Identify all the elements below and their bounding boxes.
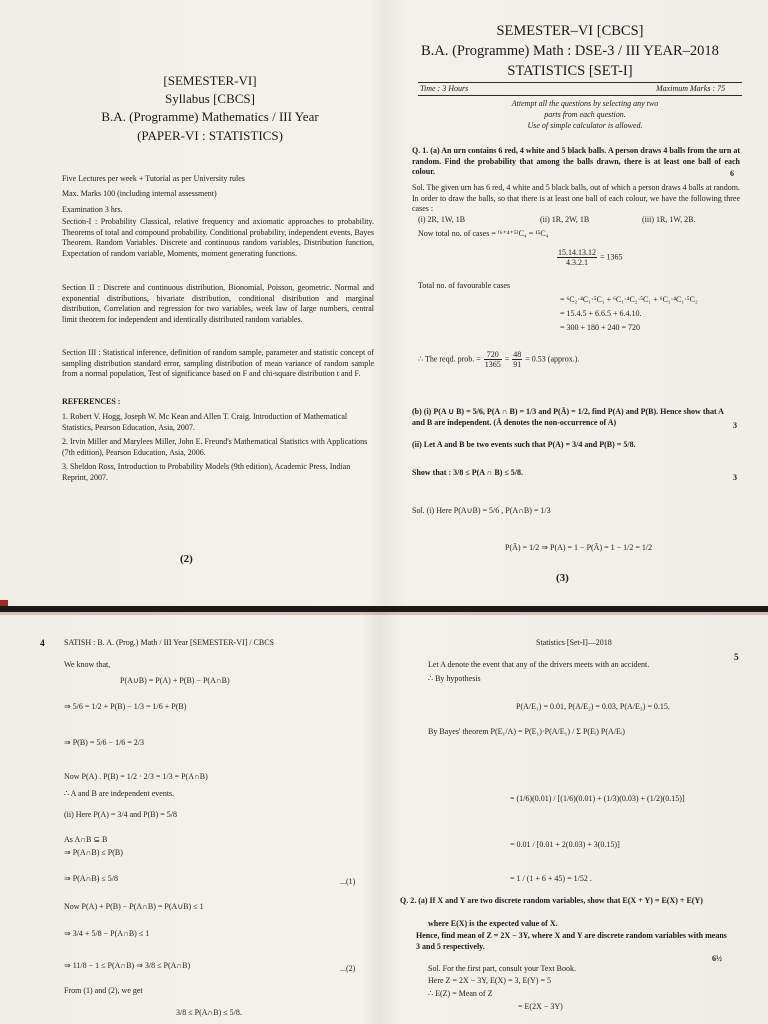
page-number-2: (2) [180, 553, 193, 565]
section-3: Section III : Statistical inference, definition of random sample, parameter and statistic concept of sampling distribution standard error, sampling distribution of mean variance of random sample from a normal population, Test of significance based on F and chi-square distribution t and F. [62, 348, 374, 378]
favourable-label: Total no. of favourable cases [418, 281, 511, 290]
br-line-6: = 0.01 / [0.01 + 2(0.03) + 3(0.15)] [510, 840, 620, 849]
section-2: Section II : Discrete and continuous distribution, Bionomial, Poisson, geometric. Normal and exponential distributions, bivariate distribution, conditional distribution and marginal distribution, Correlation and regression for two variables, week law of large numbers, central limit theorem for independent and identically distributed random variables. [62, 283, 374, 324]
br-line-4: By Bayes' theorem P(E₁/A) = P(E₁)·P(A/E₁) / Σ P(Eᵢ) P(A/Eᵢ) [428, 727, 625, 736]
case-3: (iii) 1R, 1W, 2B. [642, 215, 696, 224]
reference-3: 3. Sheldon Ross, Introduction to Probability Models (9th edition), Academic Press, Indian Reprint, 2007. [62, 462, 351, 482]
solution-2b: P(Ā) = 1/2 ⇒ P(A) = 1 − P(Ā) = 1 − 1/2 = 1/2 [505, 543, 653, 552]
question-1a: Q. 1. (a) An urn contains 6 red, 4 white and 5 black balls. A person draws 4 balls from the urn at random. Find the probability that among the balls drawn, there is at least one ball of each colour. [412, 146, 740, 176]
max-marks-label: Maximum Marks : 75 [656, 84, 726, 93]
probability-result: ∴ The reqd. prob. = $\frac{720}{1365}$ = $\frac{48}{91}$ = 0.53 (approx.). [418, 350, 580, 369]
prob-num-2: 48 [513, 350, 522, 359]
prob-num-1: 720 [484, 350, 502, 360]
question-2a-hence: Hence, find mean of Z = 2X − 3Y, where X and Y are discrete random variables with means 3 and 5 respectively. [416, 931, 727, 951]
references-title: REFERENCES : [62, 397, 121, 406]
favourable-2: = 15.4.5 + 6.6.5 + 6.4.10. [560, 309, 642, 318]
bl-line-11: Now P(A) + P(B) − P(A∩B) = P(A∪B) ≤ 1 [64, 902, 204, 911]
br-line-1: Let A denote the event that any of the drivers meets with an accident. [428, 660, 650, 669]
probability-label: ∴ The reqd. prob. = [418, 354, 481, 364]
total-cases: Now total no. of cases = ⁽⁶⁺⁴⁺⁵⁾C₄ = ¹⁵C₄ [418, 229, 549, 238]
question-2a-marks: 6½ [712, 954, 722, 963]
probability-value: = 0.53 (approx.). [525, 354, 580, 364]
binding-mark-left [0, 600, 8, 606]
syllabus-semester: [SEMESTER-VI] [163, 73, 257, 88]
syllabus-cbcs: Syllabus [CBCS] [165, 91, 255, 106]
lectures-line: Five Lectures per week + Tutorial as per University rules [62, 174, 245, 183]
question-1a-marks: 6 [730, 169, 734, 178]
title-rule-top [418, 82, 742, 83]
sol-2-line-3: ∴ E(Z) = Mean of Z [428, 989, 493, 998]
instruction-3: Use of simple calculator is allowed. [527, 121, 643, 130]
bl-line-4: ⇒ P(B) = 5/6 − 1/6 = 2/3 [64, 738, 145, 747]
instruction-2: parts from each question. [544, 110, 626, 119]
running-header-left: SATISH : B. A. (Prog.) Math / III Year [SEMESTER-VI] / CBCS [64, 638, 275, 647]
bl-line-6: ∴ A and B are independent events. [64, 789, 175, 798]
br-line-7: = 1 / (1 + 6 + 45) = 1/52 . [510, 874, 592, 883]
sol-2-line-2: Here Z = 2X − 3Y, E(X) = 3, E(Y) = 5 [428, 976, 551, 985]
paper-title-programme: B.A. (Programme) Math : DSE-3 / III YEAR–2018 [421, 43, 719, 59]
question-2a: Q. 2. (a) If X and Y are two discrete random variables, show that E(X + Y) = E(X) + E(Y) [400, 896, 703, 905]
exam-line: Examination 3 hrs. [62, 205, 123, 214]
bl-line-10: ⇒ P(A∩B) ≤ 5/8 [64, 874, 118, 883]
title-rule-bottom [418, 95, 742, 96]
solution-2: Sol. (i) Here P(A∪B) = 5/6 , P(A∩B) = 1/3 [412, 506, 551, 515]
total-cases-fraction [556, 248, 623, 267]
instruction-1: Attempt all the questions by selecting any two [511, 99, 659, 108]
running-header-right: Statistics [Set-I]—2018 [536, 638, 612, 647]
syllabus-programme: B.A. (Programme) Mathematics / III Year [101, 109, 319, 124]
total-num: 15.14.13.12 [558, 248, 596, 257]
total-value: = 1365 [600, 252, 623, 262]
bl-line-1: We know that, [64, 660, 111, 669]
bl-line-9: ⇒ P(A∩B) ≤ P(B) [64, 848, 123, 857]
bl-line-13: ⇒ 11/8 − 1 ≤ P(A∩B) ⇒ 3/8 ≤ P(A∩B) [64, 961, 191, 970]
show-that: Show that : 3/8 ≤ P(A ∩ B) ≤ 5/8. [412, 468, 523, 477]
sol-2-line-1: Sol. For the first part, consult your Text Book. [428, 964, 576, 973]
bl-line-5: Now P(A) . P(B) = 1/2 · 2/3 = 1/3 = P(A∩B) [64, 772, 208, 781]
reference-2: 2. Irvin Miller and Marylees Miller, John E. Freund's Mathematical Statistics with Applications (7th edition), Pearson Education, Asia, 2006. [62, 437, 368, 457]
bl-line-15: 3/8 ≤ P(A∩B) ≤ 5/8. [176, 1008, 242, 1017]
paper-title-set: STATISTICS [SET-I] [507, 63, 633, 79]
page-number-3: (3) [556, 572, 569, 584]
case-1: (i) 2R, 1W, 1B [418, 215, 466, 224]
br-line-5: = (1/6)(0.01) / [(1/6)(0.01) + (1/3)(0.03) + (1/2)(0.15)] [510, 794, 685, 803]
br-line-3: P(A/E₁) = 0.01, P(A/E₂) = 0.03, P(A/E₃) = 0.15. [516, 702, 670, 711]
bl-line-2: P(A∪B) = P(A) + P(B) − P(A∩B) [120, 676, 230, 685]
sheet-edge [0, 612, 768, 615]
bl-line-12: ⇒ 3/4 + 5/8 − P(A∩B) ≤ 1 [64, 929, 150, 938]
bl-line-3: ⇒ 5/6 = 1/2 + P(B) − 1/3 = 1/6 + P(B) [64, 702, 187, 711]
syllabus-paper: (PAPER-VI : STATISTICS) [137, 128, 283, 143]
question-1b-ii: (ii) Let A and B be two events such that P(A) = 3/4 and P(B) = 5/8. [412, 440, 636, 449]
section-1: Section-I : Probability Classical, relative frequency and axiomatic approaches to probability. Theorems of total and compound probability. Conditional probability, independent events, Bayes Theorem. Random Variables. Discrete and continuous random variables, Distribution function, Expectation of random variable, Moments, moment generating functions. [62, 217, 374, 258]
paper-title-semester: SEMESTER–VI [CBCS] [496, 23, 644, 39]
case-2: (ii) 1R, 2W, 1B [540, 215, 590, 224]
question-1b-marks: 3 [733, 421, 737, 430]
max-marks-line: Max. Marks 100 (including internal assessment) [62, 189, 217, 198]
br-line-2: ∴ By hypothesis [428, 674, 481, 683]
page-number-4: 4 [40, 639, 45, 649]
reference-1: 1. Robert V. Hogg, Joseph W. Mc Kean and Allen T. Craig. Introduction of Mathematical Statistics, Pearson Education, Asia, 2007. [62, 412, 348, 432]
solution-1: Sol. The given urn has 6 red, 4 white and 5 black balls, out of which a person draws 4 balls at random. In order to draw the balls, so that there is at least one ball of each colour, we have the following three cases : [412, 183, 740, 213]
bl-line-8: As A∩B ⊆ B [64, 835, 108, 844]
bl-line-7: (ii) Here P(A) = 3/4 and P(B) = 5/8 [64, 810, 178, 819]
question-1b: (b) (i) P(A ∪ B) = 5/6, P(A ∩ B) = 1/3 and P(Ā) = 1/2, find P(A) and P(B). Hence show that A and B are independent. (Ā denotes the non-occurrence of A) [412, 407, 724, 427]
bottom-sheet [0, 612, 768, 1024]
prob-den-1: 1365 [484, 360, 501, 369]
page-number-5: 5 [734, 653, 739, 663]
bl-line-14: From (1) and (2), we get [64, 986, 143, 995]
time-label: Time : 3 Hours [420, 84, 469, 93]
total-den: 4.3.2.1 [566, 258, 588, 267]
favourable-1: = ⁶C₂·⁴C₁·⁵C₁ + ⁶C₁·⁴C₂·⁵C₁ + ⁶C₁·⁴C₁·⁵C₂ [560, 295, 698, 304]
bl-line-10-ref: ...(1) [340, 877, 356, 886]
show-that-marks: 3 [733, 473, 737, 482]
question-2a-where: where E(X) is the expected value of X. [428, 919, 558, 928]
favourable-3: = 300 + 180 + 240 = 720 [560, 323, 641, 332]
prob-den-2: 91 [513, 360, 522, 369]
sol-2-line-4: = E(2X − 3Y) [518, 1002, 563, 1011]
bl-line-13-ref: ...(2) [340, 964, 356, 973]
